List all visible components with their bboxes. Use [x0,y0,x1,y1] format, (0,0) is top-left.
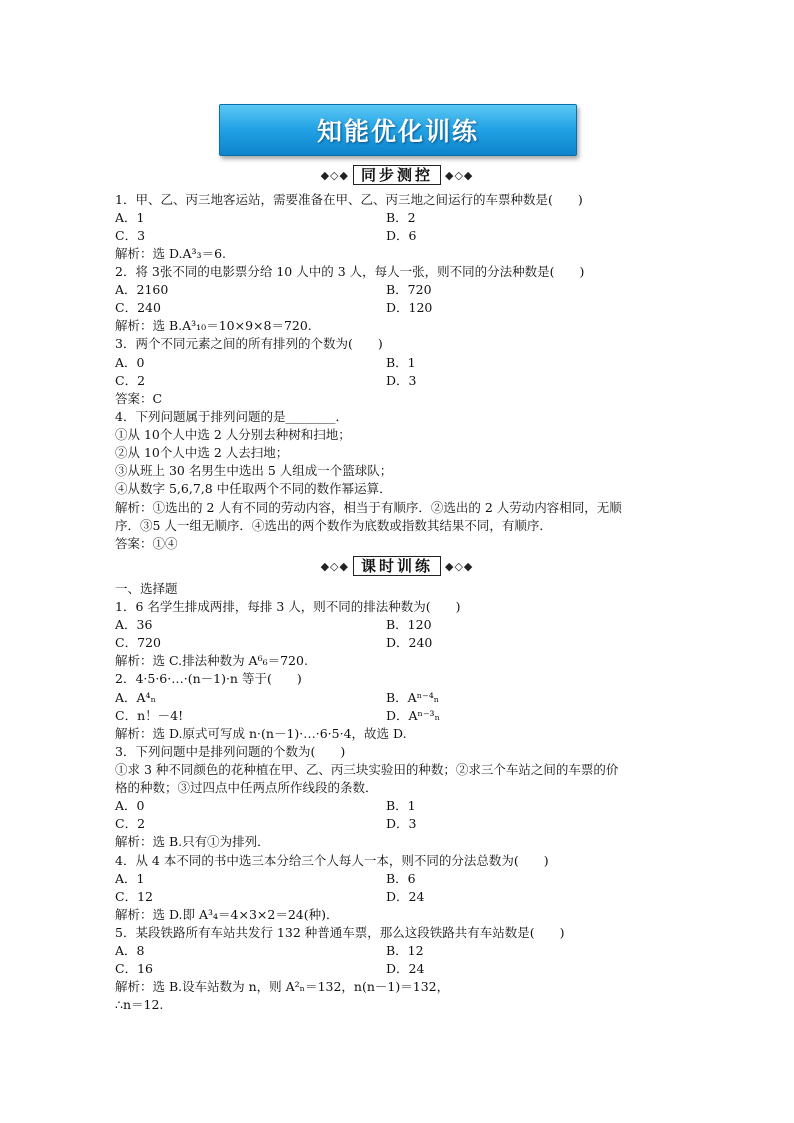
question-text: 3．下列问题中是排列问题的个数为( ) [115,744,346,759]
solution-text: 解析：选 D.即 A³₄＝4×3×2＝24(种)． [115,907,339,922]
option-d: D．3 [386,373,417,388]
diamond-decoration-icon: ◆◇◆ [445,168,474,182]
option-a: A．0 [115,798,145,813]
option-a: A．A⁴ₙ [115,690,156,705]
option-c: C．2 [115,373,146,388]
option-d: D．240 [386,635,433,650]
item-text: ①从 10个人中选 2 人分别去种树和扫地； [115,427,351,442]
question-text: 5．某段铁路所有车站共发行 132 种普通车票，那么这段铁路共有车站数是( ) [115,925,565,940]
option-b: B．1 [386,798,416,813]
option-c: C．720 [115,635,161,650]
solution-text: 解析：选 B.只有①为排列． [115,834,270,849]
answer-text: 答案：①④ [115,536,178,551]
page-title: 知能优化训练 [316,117,479,146]
option-c: C．12 [115,889,153,904]
part-heading: 一、选择题 [115,581,178,596]
section-title-course: 课时训练 [353,556,441,576]
option-a: A．8 [115,943,145,958]
diamond-decoration-icon: ◆◇◆ [320,559,349,573]
question-text: 2．将 3张不同的电影票分给 10 人中的 3 人，每人一张，则不同的分法种数是( ) [115,264,585,279]
solution-text: 解析：①选出的 2 人有不同的劳动内容，相当于有顺序．②选出的 2 人劳动内容相同，无顺 [115,500,622,515]
option-b: B．120 [386,617,432,632]
item-text: 格的种数；③过四点中任两点所作线段的条数． [115,780,378,795]
solution-text: 解析：选 B.设车站数为 n，则 A²ₙ＝132，n(n－1)＝132， [115,979,450,994]
option-a: A．2160 [115,282,169,297]
option-d: D．24 [386,889,425,904]
item-text: ③从班上 30 名男生中选出 5 人组成一个篮球队； [115,463,393,478]
option-c: C．n！－4! [115,708,184,723]
section-title-sync: 同步测控 [353,165,441,185]
option-d: D．120 [386,300,433,315]
option-a: A．36 [115,617,153,632]
question-text: 4．从 4 本不同的书中选三本分给三个人每人一本，则不同的分法总数为( ) [115,853,549,868]
option-b: B．12 [386,943,424,958]
item-text: ②从 10个人中选 2 人去扫地； [115,445,289,460]
question-text: 3．两个不同元素之间的所有排列的个数为( ) [115,336,383,351]
option-c: C．240 [115,300,161,315]
section-header-sync [0,164,794,186]
option-c: C．16 [115,961,153,976]
option-b: B．720 [386,282,432,297]
solution-text: 解析：选 D.A³₃＝6. [115,246,226,261]
option-a: A．1 [115,210,145,225]
option-b: B．1 [386,355,416,370]
item-text: ④从数字 5,6,7,8 中任取两个不同的数作幂运算． [115,481,392,496]
item-text: ①求 3 种不同颜色的花种植在甲、乙、丙三块实验田的种数；②求三个车站之间的车票的价 [115,762,619,777]
option-a: A．1 [115,871,145,886]
option-d: D．6 [386,228,417,243]
question-text: 4．下列问题属于排列问题的是________． [115,409,348,424]
diamond-decoration-icon: ◆◇◆ [320,168,349,182]
question-text: 2．4·5·6·…·(n－1)·n 等于( ) [115,671,302,686]
option-d: D．24 [386,961,425,976]
section-header-course [0,555,794,577]
option-b: B．2 [386,210,416,225]
solution-text: 解析：选 B.A³₁₀＝10×9×8＝720. [115,318,312,333]
title-banner [219,104,577,156]
option-b: B．Aⁿ⁻⁴ₙ [386,690,440,705]
solution-text: 序．③5 人一组无顺序．④选出的两个数作为底数或指数其结果不同，有顺序． [115,518,552,533]
question-text: 1．6 名学生排成两排，每排 3 人，则不同的排法种数为( ) [115,599,461,614]
solution-text: 解析：选 C.排法种数为 A⁶₆＝720. [115,653,308,668]
solution-text: 解析：选 D.原式可写成 n·(n－1)·…·6·5·4，故选 D. [115,726,407,741]
option-c: C．3 [115,228,146,243]
option-a: A．0 [115,355,145,370]
option-b: B．6 [386,871,416,886]
option-d: D．Aⁿ⁻³ₙ [386,708,440,723]
solution-text: ∴n＝12. [115,997,164,1012]
diamond-decoration-icon: ◆◇◆ [445,559,474,573]
option-c: C．2 [115,816,146,831]
option-d: D．3 [386,816,417,831]
answer-text: 答案：C [115,391,163,406]
question-text: 1．甲、乙、丙三地客运站，需要准备在甲、乙、丙三地之间运行的车票种数是( ) [115,192,583,207]
